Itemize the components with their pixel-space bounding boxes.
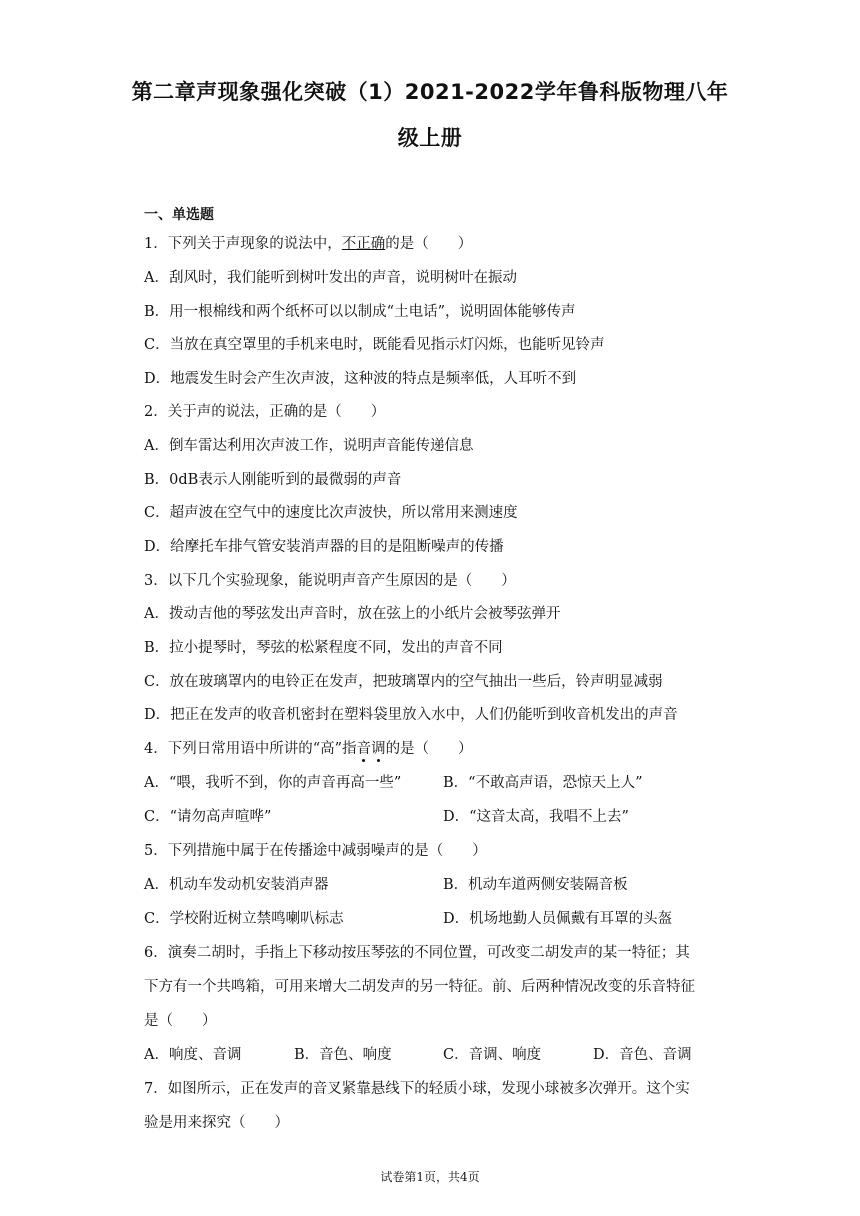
section-heading: 一、单选题 — [144, 207, 214, 223]
question-3-option-a: A．拨动吉他的琴弦发出声音时，放在弦上的小纸片会被琴弦弹开 — [144, 606, 561, 622]
document-title-line2: 级上册 — [397, 126, 463, 150]
question-5-option-c: C．学校附近树立禁鸣喇叭标志 — [144, 911, 344, 927]
page-footer: 试卷第1页，共4页 — [380, 1170, 480, 1184]
question-6-stem-line2: 下方有一个共鸣箱，可用来增大二胡发声的另一特征。前、后两种情况改变的乐音特征 — [144, 979, 695, 995]
question-7-stem-line1: 7．如图所示，正在发声的音叉紧靠悬线下的轻质小球，发现小球被多次弹开。这个实 — [144, 1081, 690, 1097]
question-6-option-a: A．响度、音调 — [144, 1047, 242, 1063]
emphasis-dot-char: 音 — [356, 741, 372, 757]
question-3-option-d: D．把正在发声的收音机密封在塑料袋里放入水中，人们仍能听到收音机发出的声音 — [144, 707, 678, 723]
question-5-option-b: B．机动车道两侧安装隔音板 — [443, 877, 628, 893]
question-7-stem-line2: 验是用来探究（ ） — [144, 1115, 289, 1131]
question-3-stem: 3．以下几个实验现象，能说明声音产生原因的是（ ） — [144, 573, 516, 589]
question-2-stem: 2．关于声的说法，正确的是（ ） — [144, 404, 386, 420]
question-5-stem: 5．下列措施中属于在传播途中减弱噪声的是（ ） — [144, 843, 487, 859]
question-2-option-b: B．0dB表示人刚能听到的最微弱的声音 — [144, 472, 402, 488]
question-4-option-a: A．“喂，我听不到，你的声音再高一些” — [144, 775, 402, 791]
question-1-stem: 1．下列关于声现象的说法中，不正确的是（ ） — [144, 236, 473, 252]
question-3-option-b: B．拉小提琴时，琴弦的松紧程度不同，发出的声音不同 — [144, 640, 503, 656]
question-1-option-d: D．地震发生时会产生次声波，这种波的特点是频率低，人耳听不到 — [144, 371, 577, 387]
question-6-stem-line3: 是（ ） — [144, 1013, 217, 1029]
underlined-text: 不正确 — [341, 236, 386, 252]
question-6-option-b: B．音色、响度 — [294, 1047, 392, 1063]
question-4-stem: 4．下列日常用语中所讲的“高”指音调的是（ ） — [144, 741, 473, 757]
question-5-option-d: D．机场地勤人员佩戴有耳罩的头盔 — [443, 911, 673, 927]
question-4-option-b: B．“不敢高声语，恐惊天上人” — [443, 775, 643, 791]
question-6-stem-line1: 6．演奏二胡时，手指上下移动按压琴弦的不同位置，可改变二胡发声的某一特征；其 — [144, 945, 690, 961]
question-5-option-a: A．机动车发动机安装消声器 — [144, 877, 329, 893]
question-4-option-c: C．“请勿高声喧哗” — [144, 809, 272, 825]
question-2-option-a: A．倒车雷达利用次声波工作，说明声音能传递信息 — [144, 438, 474, 454]
question-1-option-b: B．用一根棉线和两个纸杯可以以制成“土电话”，说明固体能够传声 — [144, 304, 576, 320]
question-1-option-a: A．刮风时，我们能听到树叶发出的声音，说明树叶在振动 — [144, 270, 517, 286]
question-6-option-c: C．音调、响度 — [443, 1047, 542, 1063]
question-1-option-c: C．当放在真空罩里的手机来电时，既能看见指示灯闪烁，也能听见铃声 — [144, 337, 605, 353]
question-3-option-c: C．放在玻璃罩内的电铃正在发声，把玻璃罩内的空气抽出一些后，铃声明显减弱 — [144, 674, 663, 690]
question-2-option-c: C．超声波在空气中的速度比次声波快，所以常用来测速度 — [144, 505, 518, 521]
emphasis-dot-char: 调 — [371, 741, 386, 757]
question-2-option-d: D．给摩托车排气管安装消声器的目的是阻断噪声的传播 — [144, 539, 504, 555]
question-6-option-d: D．音色、音调 — [593, 1047, 692, 1063]
document-title-line1: 第二章声现象强化突破（1）2021-2022学年鲁科版物理八年 — [131, 80, 729, 104]
question-4-option-d: D．“这音太高，我唱不上去” — [443, 809, 629, 825]
